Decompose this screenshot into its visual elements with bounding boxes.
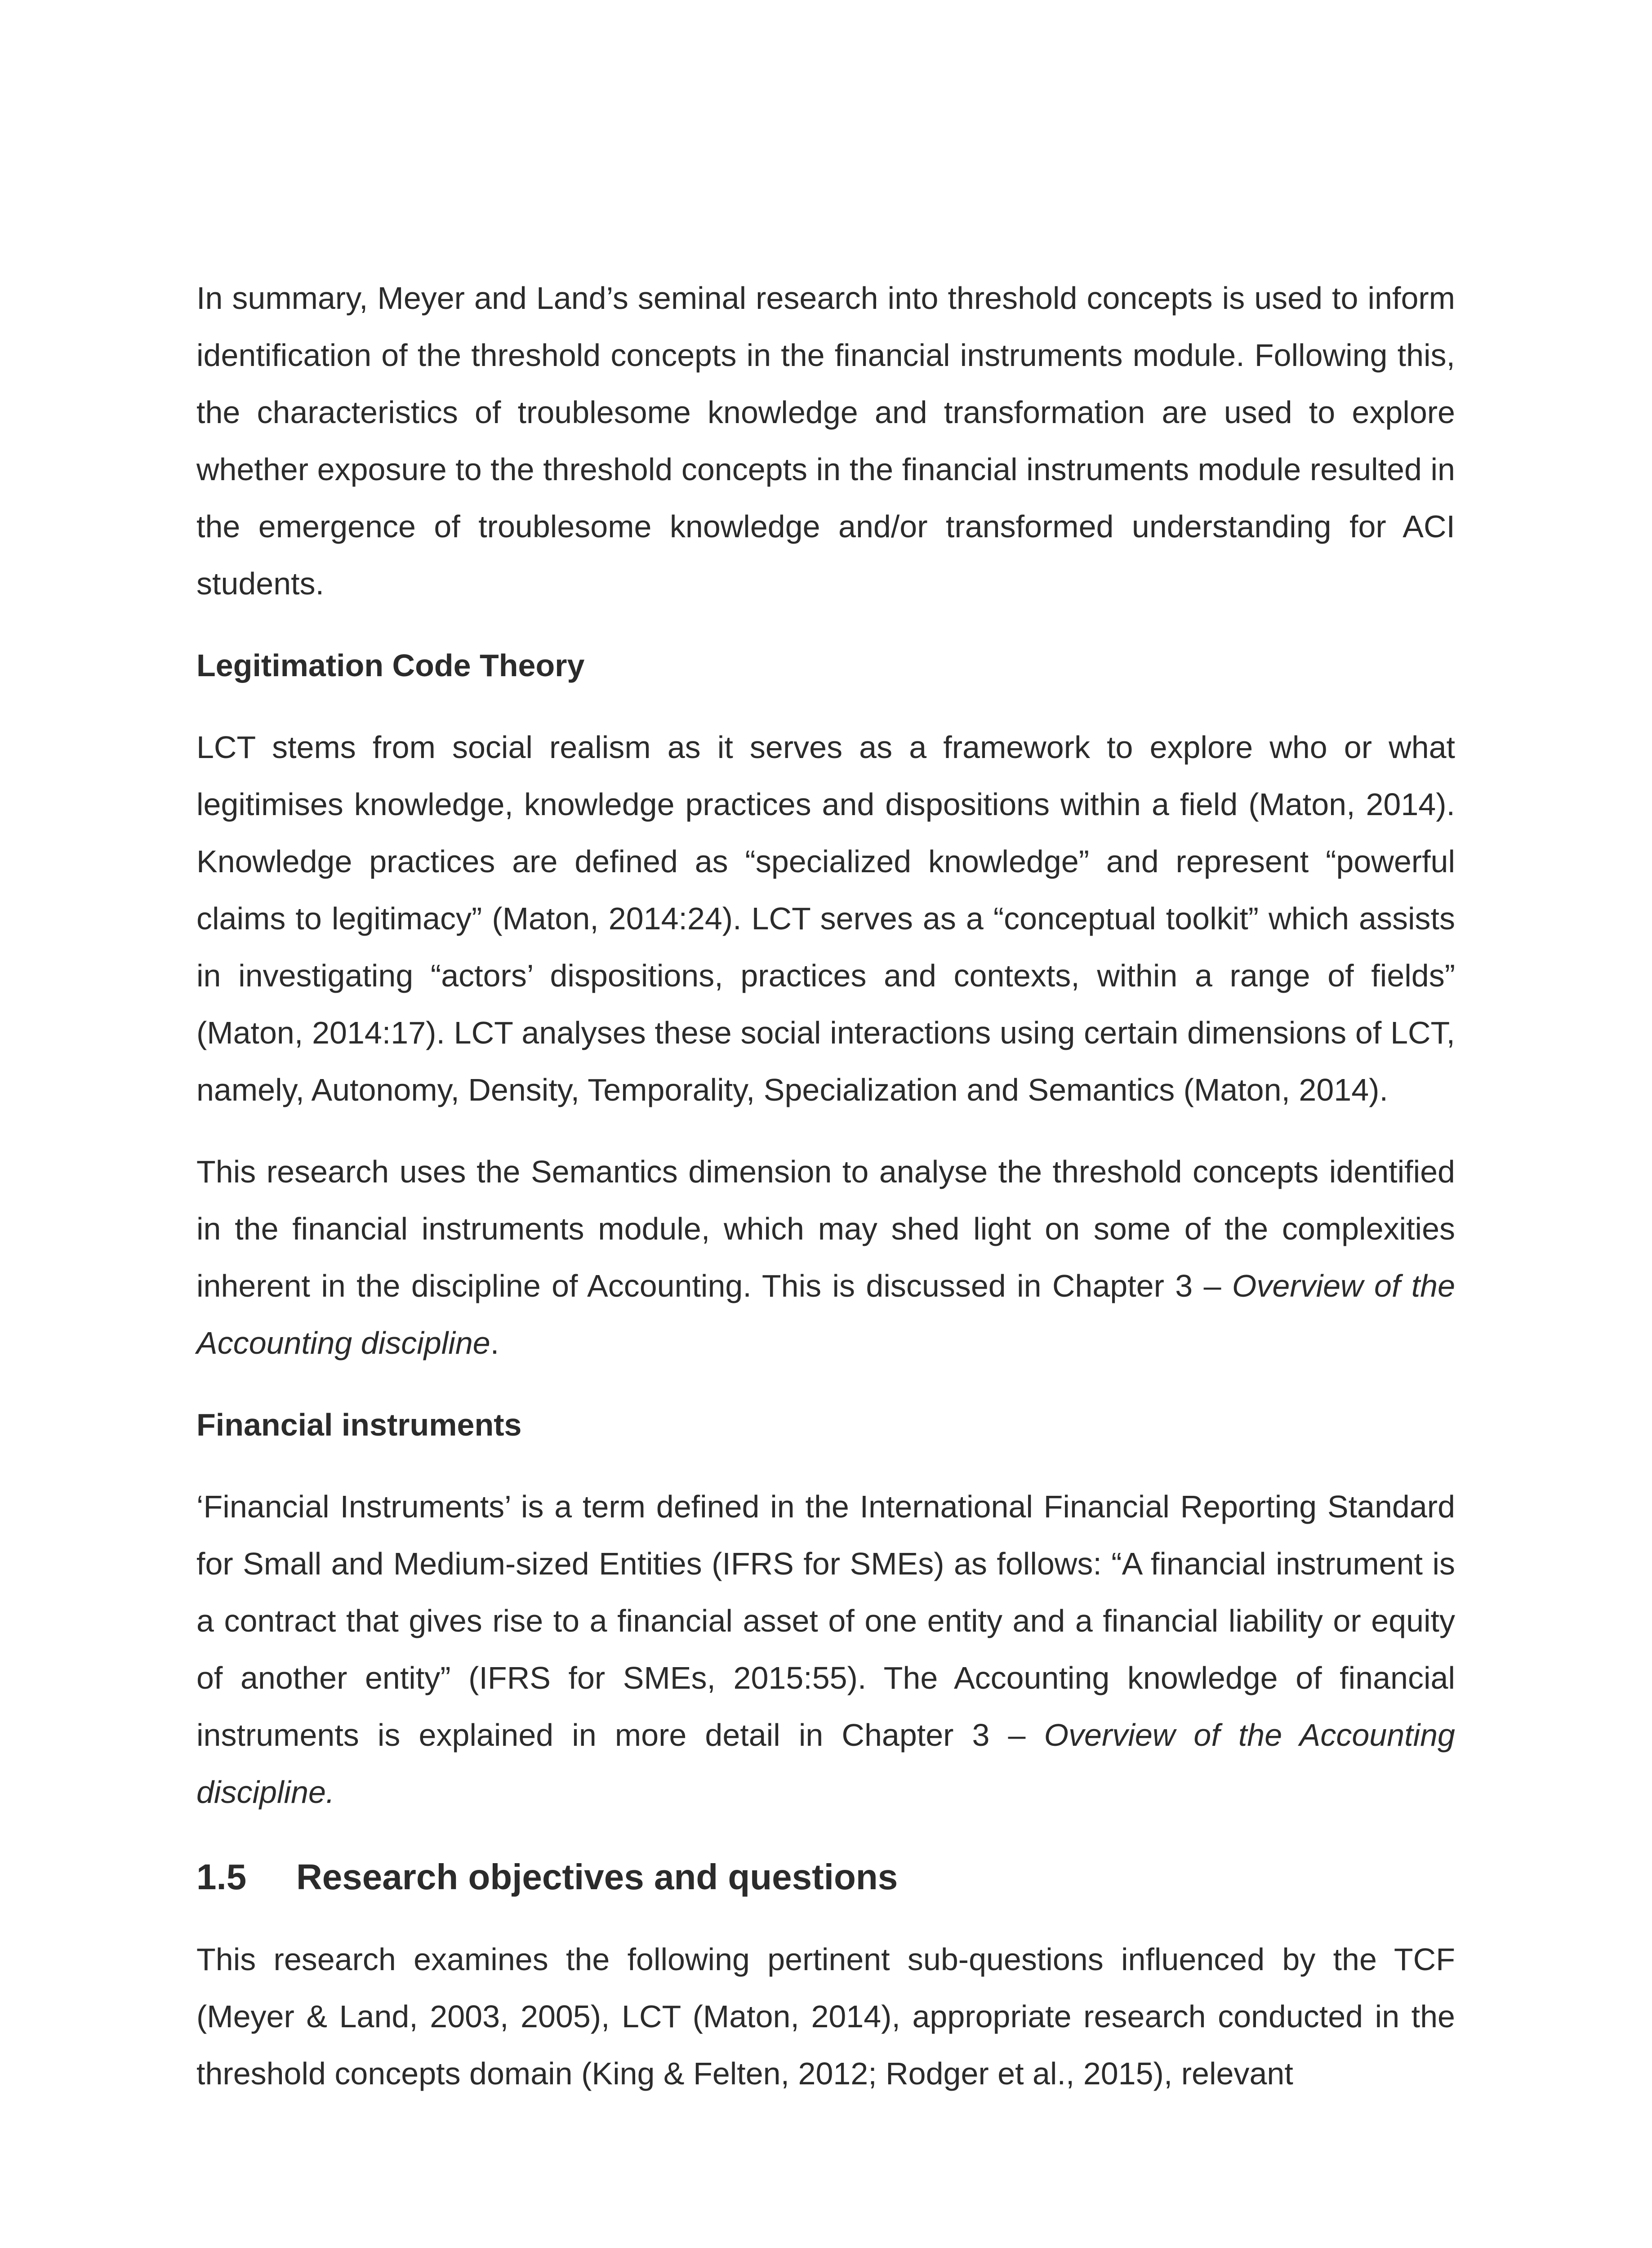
section-number: 1.5 xyxy=(196,1857,247,1897)
summary-paragraph: In summary, Meyer and Land’s seminal research into threshold concepts is used to inform identification of the threshold concepts in the financial instruments module. Following this, the characteristics of troublesome knowledge and transformation are used to explore whether exposure to the threshold concepts in the financial instruments module resulted in the emergence of troublesome knowledge and/or transformed understanding for ACI students. xyxy=(196,281,1455,601)
lct-heading: Legitimation Code Theory xyxy=(196,648,585,683)
semantics-text: This research uses the Semantics dimension to analyse the threshold concepts identified in the financial instruments module, which may shed light on some of the complexities inherent in the discipline of Accounting. This is discussed in Chapter 3 – xyxy=(196,1154,1455,1303)
section-title: Research objectives and questions xyxy=(296,1857,898,1897)
semantics-paragraph xyxy=(196,1143,1455,1372)
page-body xyxy=(196,270,1455,2102)
semantics-italic-title: Overview of the Accounting discipline xyxy=(196,1268,1456,1360)
objectives-paragraph: This research examines the following pertinent sub-questions influenced by the TCF (Meyer & Land, 2003, 2005), LCT (Maton, 2014), appropriate research conducted in the threshold concepts domain (King & Felten, 2012; Rodger et al., 2015), relevant xyxy=(196,1942,1455,2091)
financial-instruments-italic-title: Overview of the Accounting discipline. xyxy=(196,1717,1455,1810)
financial-instruments-text: ‘Financial Instruments’ is a term defined in the International Financial Reporting Standard for Small and Medium-sized Entities (IFRS for SMEs) as follows: “A financial instrument is a contract that gives rise to a financial asset of one entity and a financial liability or equity of another entity” (IFRS for SMEs, 2015:55). The Accounting knowledge of financial instruments is explained in more detail in Chapter 3 – xyxy=(196,1489,1455,1753)
financial-instruments-paragraph xyxy=(196,1478,1455,1821)
lct-paragraph: LCT stems from social realism as it serves as a framework to explore who or what legitimises knowledge, knowledge practices and dispositions within a field (Maton, 2014). Knowledge practices are defined as “specialized knowledge” and represent “powerful claims to legitimacy” (Maton, 2014:24). LCT serves as a “conceptual toolkit” which assists in investigating “actors’ dispositions, practices and contexts, within a range of fields” (Maton, 2014:17). LCT analyses these social interactions using certain dimensions of LCT, namely, Autonomy, Density, Temporality, Specialization and Semantics (Maton, 2014). xyxy=(196,730,1455,1107)
section-heading xyxy=(196,1848,1455,1906)
semantics-period: . xyxy=(490,1325,499,1360)
page-number xyxy=(1403,2246,1455,2248)
financial-instruments-heading: Financial instruments xyxy=(196,1407,522,1442)
